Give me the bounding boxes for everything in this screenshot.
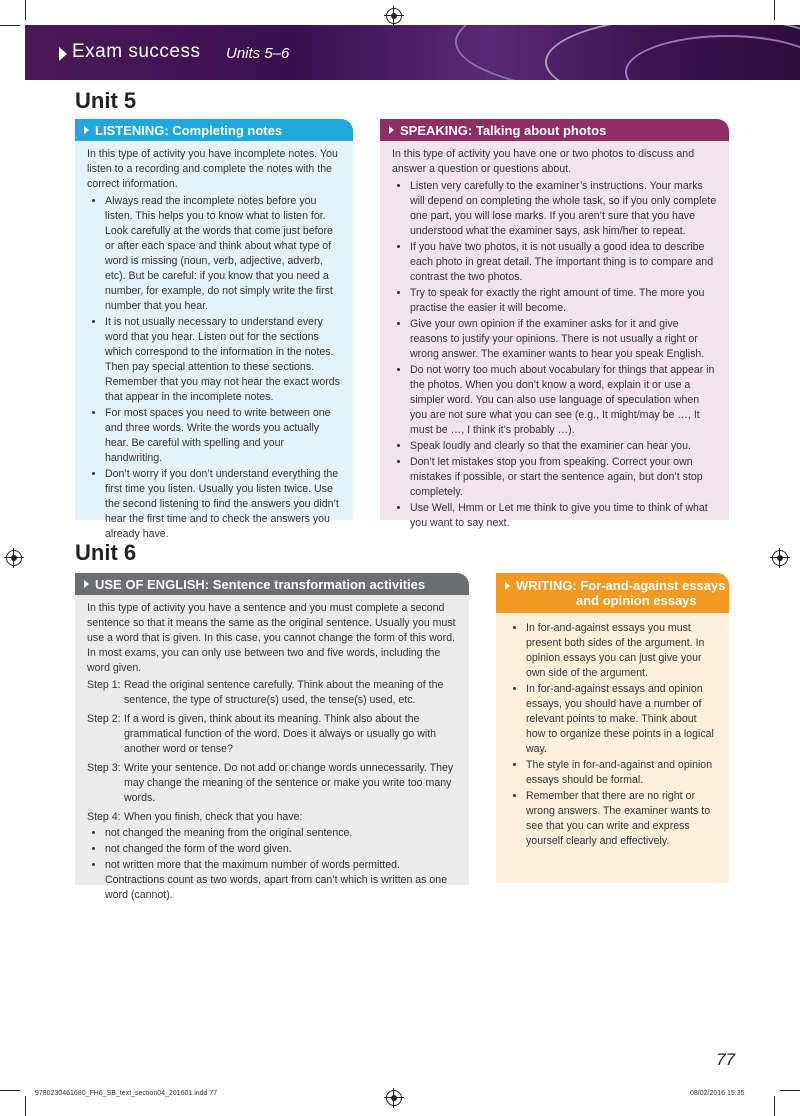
speaking-intro: In this type of activity you have one or two photos to discuss and answer a question or questions about. [392, 148, 695, 175]
crop-mark [774, 0, 775, 20]
use-of-english-title: USE OF ENGLISH: Sentence transformation activities [95, 576, 426, 592]
speaking-list [392, 179, 717, 531]
step-text: If a word is given, think about its meaning. Think also about the grammatical function of the word. Does it always or usually go with another word or tense? [124, 713, 437, 755]
file-slug: 9780230461680_FH6_SB_text_section04_201601.indd 77 [35, 1090, 218, 1097]
registration-mark-icon [772, 550, 788, 566]
page-number: 77 [716, 1050, 735, 1069]
speaking-body [380, 141, 729, 529]
use-of-english-box [75, 573, 469, 901]
caret-right-icon [84, 580, 89, 588]
list-item: • Don’t let mistakes stop you from speaking. Correct your own mistakes if possible, or start the sentence again, but don’t stop completely. [410, 455, 717, 500]
list-item: • Use Well, Hmm or Let me think to give you time to think of what you want to say next. [410, 501, 717, 531]
step-text: Read the original sentence carefully. Think about the meaning of the sentence, the type of structure(s) used, the tense(s) used, etc. [124, 679, 444, 706]
crop-mark [25, 0, 26, 20]
registration-mark-icon [6, 550, 22, 566]
step-item [87, 678, 457, 708]
list-item: • In for-and-against essays and opinion essays, you should have a number of relevant points to make. Think about how to organize these points in a logical way. [526, 682, 717, 757]
caret-right-icon [84, 126, 89, 134]
list-item: • Always read the incomplete notes before you listen. This helps you to know what to listen for. Look carefully at the words that come just before or after each space and think about what type of word is missing (noun, verb, adjective, adverb, etc). But be careful: if you know that you need a number, for example, do not simply write the first number that you hear. [105, 194, 341, 314]
writing-header [496, 573, 729, 613]
list-item: • Give your own opinion if the examiner asks for it and give reasons to justify your opinions. There is not usually a right or wrong answer. The examiner wants to hear you speak English. [410, 317, 717, 362]
list-item: • Try to speak for exactly the right amount of time. The more you practise the easier it will become. [410, 286, 717, 316]
use-of-english-intro: In this type of activity you have a sentence and you must complete a second sentence so that it means the same as the original sentence. Usually you must use a word that is given. In this case, you cannot change the form of this word. In most exams, you can only use between two and five words, including the word given. [87, 602, 456, 674]
steps-list [87, 678, 457, 825]
list-item: • The style in for-and-against and opinion essays should be formal. [526, 758, 717, 788]
list-item: • If you have two photos, it is not usually a good idea to describe each photo in great detail. The important thing is to compare and contrast the two photos. [410, 240, 717, 285]
registration-mark-icon [386, 8, 402, 24]
listening-list [87, 194, 341, 542]
banner-title: Exam success [72, 41, 201, 62]
list-item: • Do not worry too much about vocabulary for things that appear in the photos. When you don’t know a word, explain it or use a simpler word. You can also use language of speculation when you are not sure what you can see (e.g., It might/may be …, It must be …, I think it’s probably …). [410, 363, 717, 438]
writing-box [496, 573, 729, 883]
listening-title: LISTENING: Completing notes [95, 122, 283, 138]
step-label: Step 2: [87, 713, 121, 725]
crop-mark [780, 1090, 800, 1091]
use-of-english-body [75, 595, 469, 901]
crop-mark [0, 1090, 20, 1091]
list-item: • Speak loudly and clearly so that the examiner can hear you. [410, 439, 717, 454]
caret-right-icon [389, 126, 394, 134]
listening-intro: In this type of activity you have incomplete notes. You listen to a recording and complete the notes with the correct information. [87, 148, 338, 190]
step-text: When you finish, check that you have: [124, 811, 303, 823]
speaking-header [380, 119, 729, 141]
crop-mark [0, 25, 20, 26]
listening-box [75, 119, 353, 540]
unit-5-heading: Unit 5 [75, 88, 137, 113]
checks-list [87, 826, 457, 903]
step-item [87, 712, 457, 757]
crop-mark [774, 1096, 775, 1116]
list-item: • In for-and-against essays you must present both sides of the argument. In opinion essays you can just give your own side of the argument. [526, 621, 717, 681]
list-item: • not changed the form of the word given. [105, 842, 457, 857]
list-item: • not changed the meaning from the original sentence. [105, 826, 457, 841]
registration-mark-icon [386, 1090, 402, 1106]
listening-body [75, 141, 353, 540]
step-label: Step 3: [87, 762, 121, 774]
writing-title-line2: and opinion essays [576, 593, 697, 608]
list-item: • Listen very carefully to the examiner’s instructions. Your marks will depend on completing the whole task, so if you only complete one part, you will lose marks. If you aren’t sure that you have understood what the examiner says, ask him/her to repeat. [410, 179, 717, 239]
speaking-title: SPEAKING: Talking about photos [400, 122, 607, 138]
list-item: • For most spaces you need to write between one and three words. Write the words you actually hear. Be careful with spelling and your handwriting. [105, 406, 341, 466]
speaking-box [380, 119, 729, 529]
step-label: Step 1: [87, 679, 121, 691]
writing-body [496, 613, 729, 883]
exam-success-banner [25, 25, 800, 80]
list-item: • Remember that there are no right or wrong answers. The examiner wants to see that you can write and express yourself clearly and effectively. [526, 789, 717, 849]
step-item [87, 761, 457, 806]
writing-title-line1: WRITING: For-and-against essays [516, 578, 726, 593]
use-of-english-header [75, 573, 469, 595]
writing-title-row [496, 578, 725, 593]
caret-right-icon [505, 582, 510, 590]
banner-arrow-icon [59, 47, 67, 61]
writing-list [508, 621, 717, 849]
list-item: • It is not usually necessary to understand every word that you hear. Listen out for the sections which correspond to the information in the notes. Then pay special attention to these sections. Remember that you may not hear the exact words that appear in the incomplete notes. [105, 315, 341, 405]
step-item [87, 810, 457, 825]
list-item: • not written more that the maximum number of words permitted. Contractions count as two words, apart from can’t which is written as one word (cannot). [105, 858, 457, 903]
list-item: • Don’t worry if you don’t understand everything the first time you listen. Usually you listen twice. Use the second listening to find the answers you didn’t hear the first time and to check the answers you already have. [105, 467, 341, 542]
step-text: Write your sentence. Do not add or change words unnecessarily. They may change the meaning of the sentence or make you write too many words. [124, 762, 454, 804]
step-label: Step 4: [87, 811, 121, 823]
unit-6-heading: Unit 6 [75, 540, 137, 565]
listening-header [75, 119, 353, 141]
date-slug: 08/02/2016 15:35 [690, 1090, 745, 1097]
banner-subtitle: Units 5–6 [226, 45, 290, 62]
crop-mark [25, 1096, 26, 1116]
